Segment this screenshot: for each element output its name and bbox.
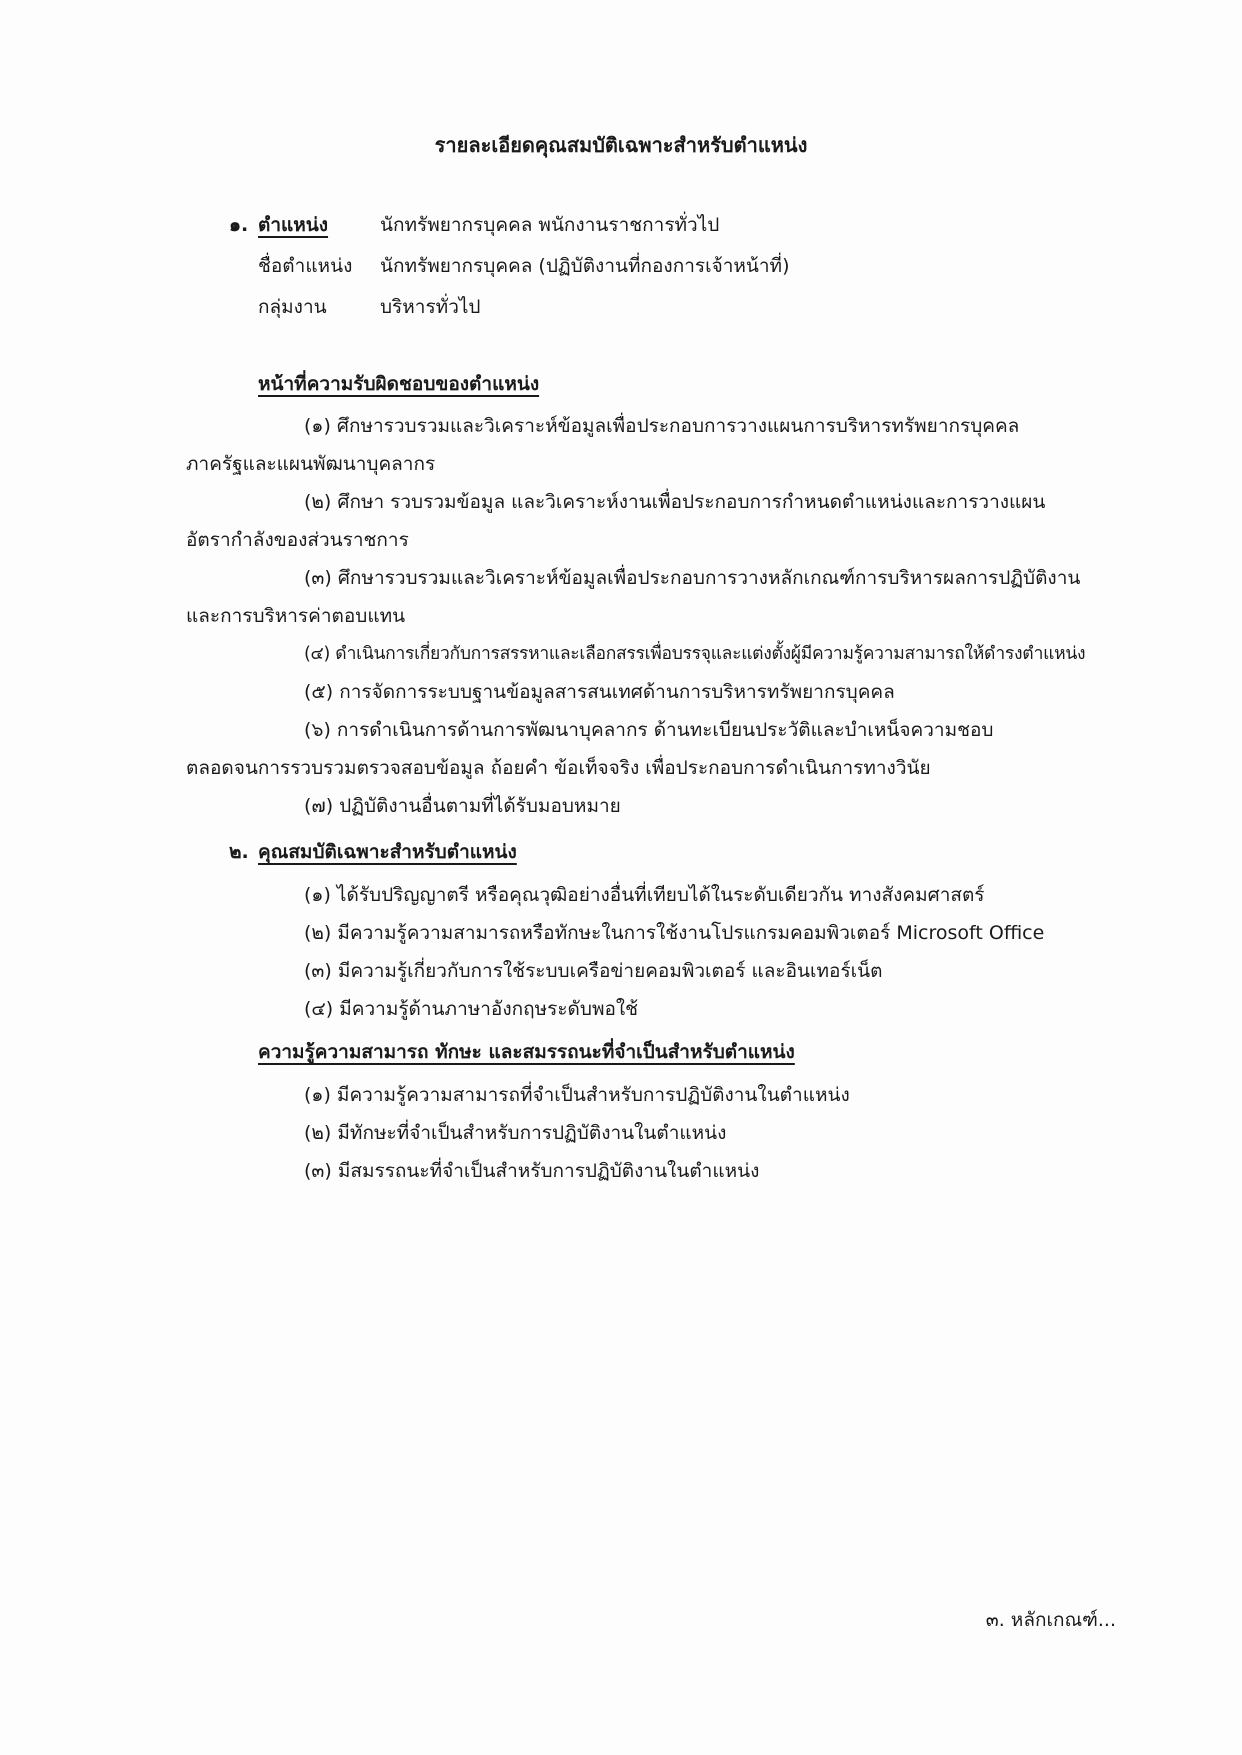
duty-item-4: (๔) ดำเนินการเกี่ยวกับการสรรหาและเลือกสรรเพื่อบรรจุและแต่งตั้งผู้มีความรู้ความสามารถให้ดำรงตำแหน่ง xyxy=(304,644,1086,664)
duty-item-2: (๒) ศึกษา รวบรวมข้อมูล และวิเคราะห์งานเพื่อประกอบการกำหนดตำแหน่งและการวางแผน xyxy=(304,491,1046,513)
duty-item-5: (๕) การจัดการระบบฐานข้อมูลสารสนเทศด้านการบริหารทรัพยากรบุคคล xyxy=(304,681,895,703)
skill-item-1: (๑) มีความรู้ความสามารถที่จำเป็นสำหรับการปฏิบัติงานในตำแหน่ง xyxy=(304,1084,850,1106)
document-title: รายละเอียดคุณสมบัติเฉพาะสำหรับตำแหน่ง xyxy=(434,133,808,157)
work-group-label: กลุ่มงาน xyxy=(258,296,327,318)
skill-item-3: (๓) มีสมรรถนะที่จำเป็นสำหรับการปฏิบัติงานในตำแหน่ง xyxy=(304,1160,760,1182)
duty-item-3-continued: และการบริหารค่าตอบแทน xyxy=(186,605,406,627)
duty-item-1: (๑) ศึกษารวบรวมและวิเคราะห์ข้อมูลเพื่อประกอบการวางแผนการบริหารทรัพยากรบุคคล xyxy=(304,415,1020,437)
qualification-item-3: (๓) มีความรู้เกี่ยวกับการใช้ระบบเครือข่ายคอมพิวเตอร์ และอินเทอร์เน็ต xyxy=(304,960,883,982)
qualifications-heading: คุณสมบัติเฉพาะสำหรับตำแหน่ง xyxy=(258,841,517,863)
section-2-number: ๒. xyxy=(229,841,249,863)
duties-heading: หน้าที่ความรับผิดชอบของตำแหน่ง xyxy=(258,373,540,395)
qualification-item-2: (๒) มีความรู้ความสามารถหรือทักษะในการใช้งานโปรแกรมคอมพิวเตอร์ Microsoft Office xyxy=(304,922,1045,944)
duty-item-1-continued: ภาครัฐและแผนพัฒนาบุคลากร xyxy=(186,453,436,475)
skills-heading: ความรู้ความสามารถ ทักษะ และสมรรถนะที่จำเป็นสำหรับตำแหน่ง xyxy=(258,1041,795,1063)
duty-item-6: (๖) การดำเนินการด้านการพัฒนาบุคลากร ด้านทะเบียนประวัติและบำเหน็จความชอบ xyxy=(304,719,994,741)
position-name-label: ชื่อตำแหน่ง xyxy=(258,255,353,277)
section-1-number: ๑. xyxy=(229,214,249,236)
qualification-item-1: (๑) ได้รับปริญญาตรี หรือคุณวุฒิอย่างอื่นที่เทียบได้ในระดับเดียวกัน ทางสังคมศาสตร์ xyxy=(304,884,985,906)
work-group-value: บริหารทั่วไป xyxy=(380,296,481,318)
qualification-item-4: (๔) มีความรู้ด้านภาษาอังกฤษระดับพอใช้ xyxy=(304,998,639,1020)
skill-item-2: (๒) มีทักษะที่จำเป็นสำหรับการปฏิบัติงานในตำแหน่ง xyxy=(304,1122,727,1144)
duty-item-7: (๗) ปฏิบัติงานอื่นตามที่ได้รับมอบหมาย xyxy=(304,795,621,817)
duty-item-2-continued: อัตรากำลังของส่วนราชการ xyxy=(186,529,409,551)
position-label: ตำแหน่ง xyxy=(258,214,329,236)
duty-item-6-continued: ตลอดจนการรวบรวมตรวจสอบข้อมูล ถ้อยคำ ข้อเท็จจริง เพื่อประกอบการดำเนินการทางวินัย xyxy=(186,757,931,779)
duty-item-3: (๓) ศึกษารวบรวมและวิเคราะห์ข้อมูลเพื่อประกอบการวางหลักเกณฑ์การบริหารผลการปฏิบัติงาน xyxy=(304,567,1081,589)
position-name-value: นักทรัพยากรบุคคล (ปฏิบัติงานที่กองการเจ้าหน้าที่) xyxy=(380,255,790,277)
next-page-indicator: ๓. หลักเกณฑ์... xyxy=(985,1609,1116,1631)
position-value: นักทรัพยากรบุคคล พนักงานราชการทั่วไป xyxy=(380,214,720,236)
